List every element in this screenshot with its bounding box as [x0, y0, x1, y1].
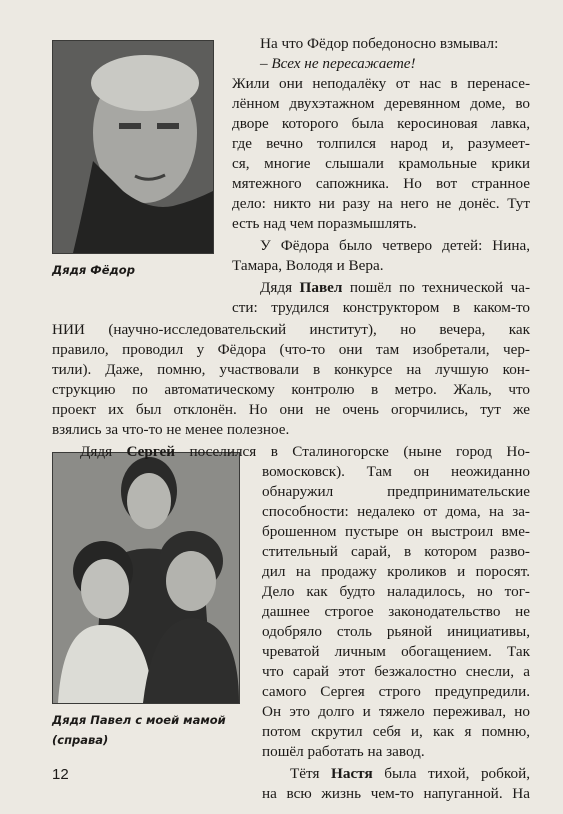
text-line: одобряло столь рьяной инициативы,: [262, 623, 530, 640]
text-line: лённом двухэтажном деревянном доме, во: [232, 95, 530, 112]
text-line: взялись за что-то не менее полезное.: [52, 421, 290, 438]
text-line: способности: недалеко от дома, на за-: [262, 503, 530, 520]
text-line: чреватой личным обогащением. Так: [262, 643, 530, 660]
text-line: на всю жизнь чем-то напуганной. На: [262, 785, 530, 802]
text-line: мятежного сапожника. Но вот странное: [232, 175, 530, 192]
text-line: На что Фёдор победоносно взмывал:: [260, 35, 499, 52]
text-line: дело: никто ни разу на него не донёс. Тут: [232, 195, 530, 212]
text-line: дашнее строгое законодательство не: [262, 603, 530, 620]
text-line: потом скрутил себя и, как я помню,: [262, 723, 530, 740]
photo-uncle-fedor: [52, 40, 214, 254]
text-line: где вечно толпился народ и, разумеет-: [232, 135, 530, 152]
text-line: пошёл работать на завод.: [262, 743, 425, 760]
text-line: Он это долго и тяжело переживал, но: [262, 703, 530, 720]
text-line: Тамара, Володя и Вера.: [232, 257, 384, 274]
text-line: обнаружил предпринимательские: [262, 483, 530, 500]
photo-caption-pavel-line2: (справа): [52, 733, 109, 747]
text-line: У Фёдора было четверо детей: Нина,: [260, 237, 530, 254]
text-line: сти: трудился конструктором в каком-то: [232, 299, 530, 316]
text-line: Дело как будто наладилось, но тог-: [262, 583, 530, 600]
text-line: Дядя Павел пошёл по технической ча-: [260, 279, 531, 296]
text-line: ся, многие слышали крамольные крики: [232, 155, 530, 172]
text-line: проект их был отклонён. Но они не очень огорчились, тут же: [52, 401, 530, 418]
text-line: брошенном пустыре он выстроил вме-: [262, 523, 530, 540]
photo-caption-fedor: Дядя Фёдор: [52, 263, 135, 277]
text-line: НИИ (научно-исследовательский институт), но вечера, как: [52, 321, 530, 338]
text-line: вомосковск). Там он неожиданно: [262, 463, 530, 480]
text-line: самого Сергея строго предупредили.: [262, 683, 530, 700]
page-number: 12: [52, 766, 69, 783]
text-line: Тётя Настя была тихой, робкой,: [290, 765, 530, 782]
text-line: дворе которого была керосиновая лавка,: [232, 115, 530, 132]
photo-caption-pavel-line1: Дядя Павел с моей мамой: [52, 713, 226, 727]
text-line: Жили они неподалёку от нас в перенасе-: [232, 75, 530, 92]
text-line: что сарай этот безжалостно снесли, а: [262, 663, 530, 680]
text-line: правило, проводил у Фёдора (что-то они там изобретали, чер-: [52, 341, 530, 358]
text-line: Дядя Сергей поселился в Сталиногорске (ныне город Но-: [80, 443, 530, 460]
text-line: – Всех не пересажаете!: [260, 55, 416, 72]
text-line: тили). Даже, помню, участвовали в конкурсе на лучшую кон-: [52, 361, 530, 378]
text-line: стительный сарай, в котором разво-: [262, 543, 530, 560]
photo-uncle-pavel-with-mother: [52, 452, 240, 704]
text-line: струкцию по автоматическому контролю в метро. Жаль, что: [52, 381, 530, 398]
text-line: есть над чем поразмышлять.: [232, 215, 417, 232]
text-line: дил на продажу кроликов и поросят.: [262, 563, 530, 580]
